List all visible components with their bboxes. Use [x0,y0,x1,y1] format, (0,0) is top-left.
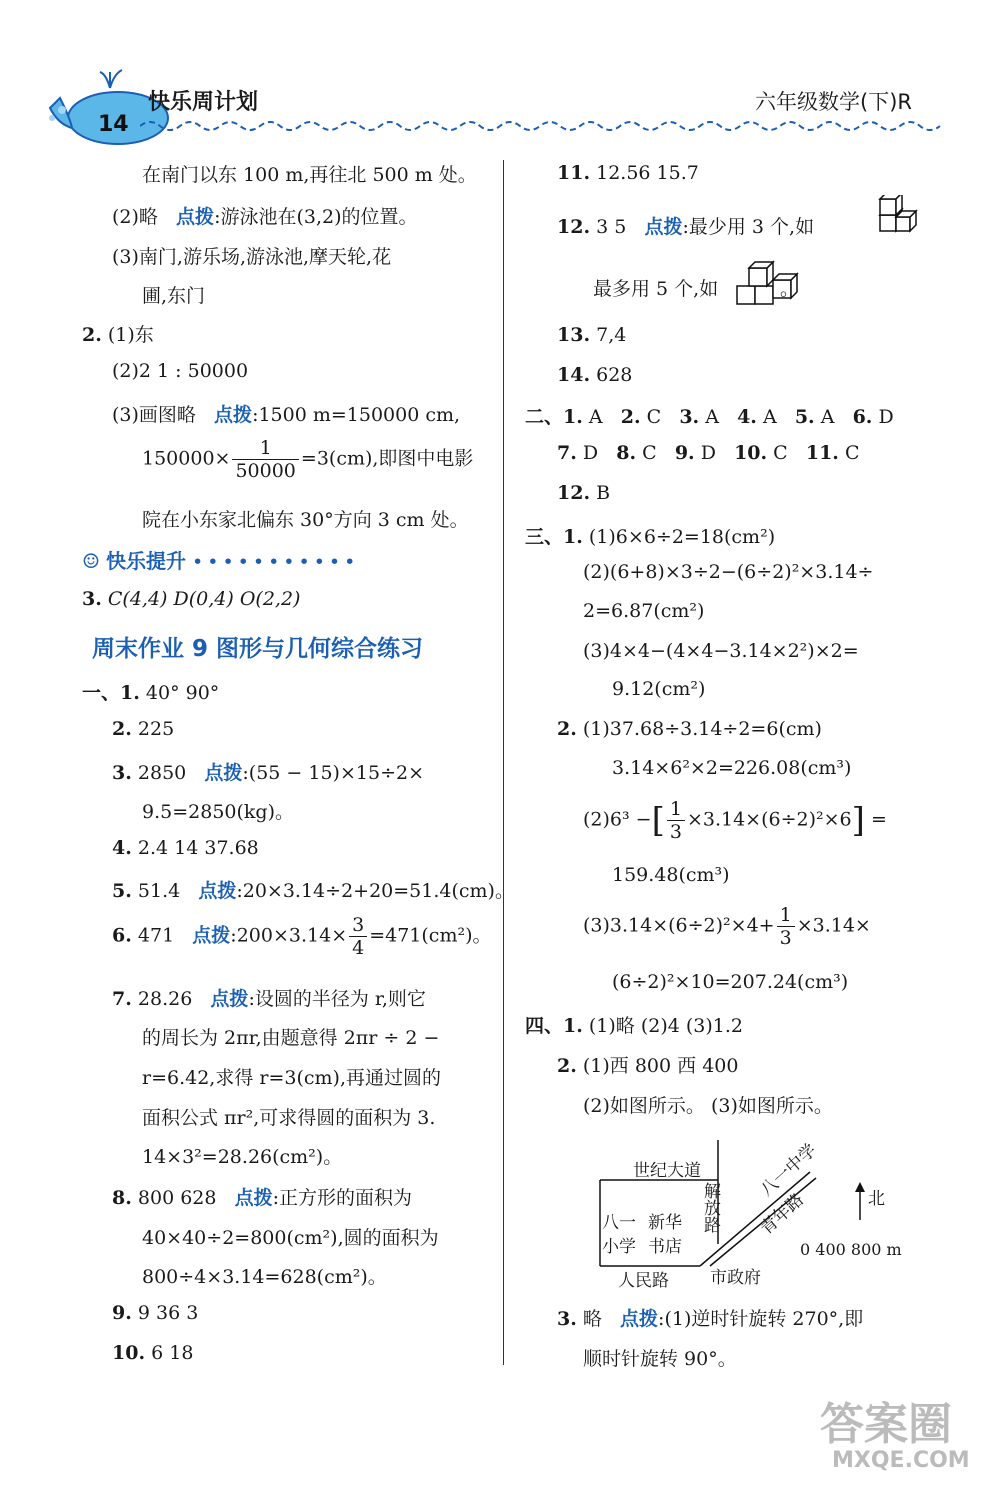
answer-item: 14. 628 [557,364,633,386]
answer-item: 9. 9 36 3 [112,1302,199,1324]
map-label: 八一 [602,1213,636,1233]
fraction: $\frac{1}{50000}$ [232,437,298,482]
map-label: 新华 [648,1213,682,1233]
text-line: 3.14×6²×2=226.08(cm³) [612,757,852,779]
choice-row: 7. D 8. C 9. D 10. C 11. C [557,442,860,464]
text-line: 3. C(4,4) D(0,4) O(2,2) [82,588,301,610]
text-line: 2. (1)东 [82,324,154,346]
text-line: 的周长为 2πr,由题意得 2πr ÷ 2 − [142,1027,440,1049]
text-line: 2=6.87(cm²) [583,600,705,622]
map-label: 青年路 [756,1189,808,1239]
map-diagram [590,1138,930,1291]
text-line: 在南门以东 100 m,再往北 500 m 处。 [142,164,477,186]
answer-item: 3. 2850 点拨:(55 − 15)×15÷2× [112,762,424,784]
text-line: 40×40÷2=800(cm²),圆的面积为 [142,1227,439,1249]
answer-item: 8. 800 628 点拨:正方形的面积为 [112,1187,413,1209]
formula-line: 150000× $\frac{1}{50000}$ =3(cm),即图中电影 [142,437,474,482]
map-scale: 0 400 800 m [800,1240,902,1259]
map-label: 世纪大道 [633,1161,701,1181]
brand-title: 快乐周计划 [148,90,259,115]
answer-item: 10. 6 18 [112,1342,194,1364]
text-line: 圃,东门 [142,285,206,307]
answer-item: 12. 3 5 点拨:最少用 3 个,如 [557,216,815,238]
text-line: 159.48(cm³) [612,864,730,886]
answer-item: 7. 28.26 点拨:设圆的半径为 r,则它 [112,988,426,1010]
text-line: 800÷4×3.14=628(cm²)。 [142,1266,387,1288]
text-line: 顺时针旋转 90°。 [583,1348,737,1370]
formula-line: (2)6³ −[ $\frac{1}{3}$ ×3.14×(6÷2)²×6] = [583,798,887,843]
north-arrow-icon [855,1182,865,1192]
text-line: 面积公式 πr²,可求得圆的面积为 3. [142,1107,436,1129]
text-line: (6÷2)²×10=207.24(cm³) [612,971,849,993]
formula-line: (3)3.14×(6÷2)²×4+ $\frac{1}{3}$ ×3.14× [583,904,871,949]
text-period: 。 [780,278,800,300]
text-line: (3)南门,游乐场,游泳池,摩天轮,花 [112,246,392,268]
text-line: r=6.42,求得 r=3(cm),再通过圆的 [142,1067,441,1089]
map-label: 市政府 [710,1268,761,1288]
answer-item: 2. (1)西 800 西 400 [557,1055,739,1077]
answer-item: 4. 2.4 14 37.68 [112,837,259,859]
text-line: (2)2 1 : 50000 [112,360,249,382]
map-label: 小学 [602,1237,636,1257]
map-label: 书店 [648,1237,682,1257]
map-label: 八一中学 [756,1140,821,1201]
map-label: 北 [868,1189,885,1209]
answer-item: 2. (1)37.68÷3.14÷2=6(cm) [557,718,822,740]
answer-item: 三、1. (1)6×6÷2=18(cm²) [525,526,776,548]
cube-figure-min-icon [876,195,926,241]
smile-icon: ☺ [82,549,100,573]
text-line: 院在小东家北偏东 30°方向 3 cm 处。 [142,509,469,531]
choice-row: 二、1. A 2. C 3. A 4. A 5. A 6. D [525,406,894,428]
column-divider [503,160,504,1365]
answer-item: 5. 51.4 点拨:20×3.14÷2+20=51.4(cm)。 [112,880,514,902]
watermark-url: MXQE.COM [832,1448,970,1473]
answer-item: 13. 7,4 [557,324,627,346]
choice-row: 12. B [557,482,611,504]
answer-item: 3. 略 点拨:(1)逆时针旋转 270°,即 [557,1308,864,1330]
text-line: 9.5=2850(kg)。 [142,801,294,823]
answer-item: 11. 12.56 15.7 [557,162,699,184]
text-line: (2)略 点拨:游泳池在(3,2)的位置。 [112,206,418,228]
section-title: 周末作业 9 图形与几何综合练习 [92,636,424,662]
fraction: $\frac{3}{4}$ [349,914,367,959]
text-line: (3)画图略 点拨:1500 m=150000 cm, [112,404,461,426]
header-divider [140,118,955,134]
happy-upgrade-heading: ☺ 快乐提升 ••••••••••• [82,549,360,573]
text-line: (2)如图所示。 (3)如图所示。 [583,1095,833,1117]
answer-item: 2. 225 [112,718,175,740]
subject-title: 六年级数学(下)R [755,90,912,114]
text-line: 最多用 5 个,如 [593,278,719,300]
hint-label: 点拨 [176,206,215,228]
watermark-logo: 答案圈 [820,1399,952,1450]
text-line: 14×3²=28.26(cm²)。 [142,1146,343,1168]
text-line: 一、1. 40° 90° [82,682,220,704]
text-line: (2)(6+8)×3÷2−(6÷2)²×3.14÷ [583,561,874,583]
text-line: 9.12(cm²) [612,678,706,700]
map-label: 人民路 [618,1271,669,1291]
map-label: 解放路 [700,1182,720,1233]
answer-item: 6. 471 点拨:200×3.14× $\frac{3}{4}$ =471(cm²)。 [112,914,492,959]
answer-item: 四、1. (1)略 (2)4 (3)1.2 [525,1015,744,1037]
text-line: (3)4×4−(4×4−3.14×2²)×2= [583,640,859,662]
page-number: 14 [98,112,129,137]
